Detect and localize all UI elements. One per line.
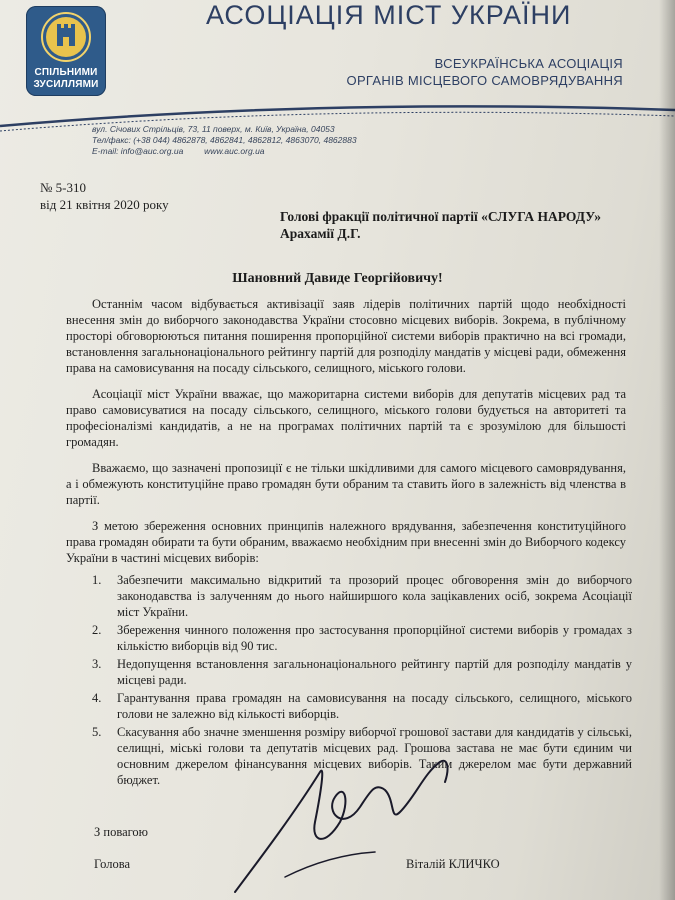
logo-text-top: СПІЛЬНИМИ bbox=[34, 67, 98, 78]
list-item bbox=[92, 656, 632, 688]
email-text: E-mail: info@auc.org.ua bbox=[92, 146, 184, 156]
list-item-number: 4. bbox=[92, 691, 102, 705]
addressee-line-2: Арахамії Д.Г. bbox=[280, 226, 361, 241]
addressee-line-1: Голові фракції політичної партії «СЛУГА НАРОДУ» bbox=[280, 209, 602, 224]
organization-title: АСОЦІАЦІЯ МІСТ УКРАЇНИ bbox=[206, 0, 572, 30]
list-item-text: Забезпечити максимально відкритий та прозорий процес обговорення змін до виборчого законодавства із залученням до нього найширшого кола зацікавлених осіб, зокрема Асоціації міст України. bbox=[117, 573, 632, 619]
page-edge-shadow bbox=[659, 0, 675, 900]
list-item bbox=[92, 622, 632, 654]
list-item-number: 2. bbox=[92, 623, 102, 637]
email-web-line bbox=[92, 146, 357, 157]
paragraph: Вважаємо, що зазначені пропозиції є не тільки шкідливими для самого місцевого самоврядування, а і обмежують конституційне право громадян бути обраним та ставить його в залежність від членства в партії. bbox=[66, 461, 626, 507]
paragraph: Асоціації міст України вважає, що мажоритарна системи виборів для депутатів місцевих рад та право самовисуватися на посаду сільського, селищного, міського голови будується на авторитеті та професіоналізмі кандидатів, а не на програмах політичних партій та є зрозумілою для більшості громадян. bbox=[66, 387, 626, 449]
list-item-text: Недопущення встановлення загальнонаціонального рейтингу партій для розподілу мандатів у місцеві ради. bbox=[117, 657, 632, 687]
association-logo bbox=[26, 6, 106, 96]
handwritten-signature bbox=[225, 752, 475, 900]
document-meta bbox=[40, 179, 169, 213]
organization-subtitle-1: ВСЕУКРАЇНСЬКА АСОЦІАЦІЯ bbox=[434, 56, 623, 71]
address-line: вул. Січових Стрільців, 73, 11 поверх, м. Київ, Україна, 04053 bbox=[92, 124, 335, 134]
document-number: № 5-310 bbox=[40, 180, 86, 195]
list-item-text: Збереження чинного положення про застосування пропорційної системи виборів у громадах з кількістю виборців від 90 тис. bbox=[117, 623, 632, 653]
contact-block bbox=[92, 124, 357, 157]
phone-line: Тел/факс: (+38 044) 4862878, 4862841, 4862812, 4863070, 4862883 bbox=[92, 135, 357, 145]
signer-name: Віталій КЛИЧКО bbox=[406, 857, 500, 871]
signer-role: Голова bbox=[94, 857, 130, 871]
letter-body bbox=[66, 296, 626, 576]
list-item-text: Гарантування права громадян на самовисування на посаду сільського, селищного, міського голови не залежно від кількості виборців. bbox=[117, 691, 632, 721]
addressee-block bbox=[280, 208, 601, 242]
list-item bbox=[92, 690, 632, 722]
list-item-number: 1. bbox=[92, 573, 102, 587]
closing-phrase: З повагою bbox=[94, 825, 149, 839]
list-item-number: 5. bbox=[92, 725, 102, 739]
coat-of-arms-icon bbox=[26, 6, 106, 66]
paragraph: Останнім часом відбувається активізації заяв лідерів політичних партій щодо необхідності внесення змін до виборчого законодавства України стосовно місцевих виборів. Зокрема, в публічному просторі обговорюються питання поширення пропорційної системи виборів практично на всі громади, встановлення загальнонаціонального рейтингу партій для розподілу мандатів у місцеві ради, обмеження права на самовисування на посаду сільського, селищного, міського голови. bbox=[66, 297, 626, 375]
logo-text-bottom: ЗУСИЛЛЯМИ bbox=[33, 79, 99, 90]
list-item-text: Скасування або значне зменшення розміру виборчої грошової застави для кандидатів у сільські, селищні, міські голови та депутатів місцевих рад. Грошова застава не має бути єдиним чи основним джерелом фінансування місцевих виборів. Таким джерелом має бути державний бюджет. bbox=[117, 725, 632, 787]
list-item-number: 3. bbox=[92, 657, 102, 671]
paragraph: З метою збереження основних принципів належного врядування, забезпечення конституційного права громадян обирати та бути обраним, вважаємо необхідним при внесенні змін до Виборчого кодексу України в частині місцевих виборів: bbox=[66, 519, 626, 565]
document-date: від 21 квітня 2020 року bbox=[40, 197, 169, 212]
website-text: www.auc.org.ua bbox=[204, 146, 265, 156]
salutation: Шановний Давиде Георгійовичу! bbox=[232, 271, 443, 286]
organization-subtitle-2: ОРГАНІВ МІСЦЕВОГО САМОВРЯДУВАННЯ bbox=[346, 73, 623, 88]
list-item bbox=[92, 572, 632, 620]
